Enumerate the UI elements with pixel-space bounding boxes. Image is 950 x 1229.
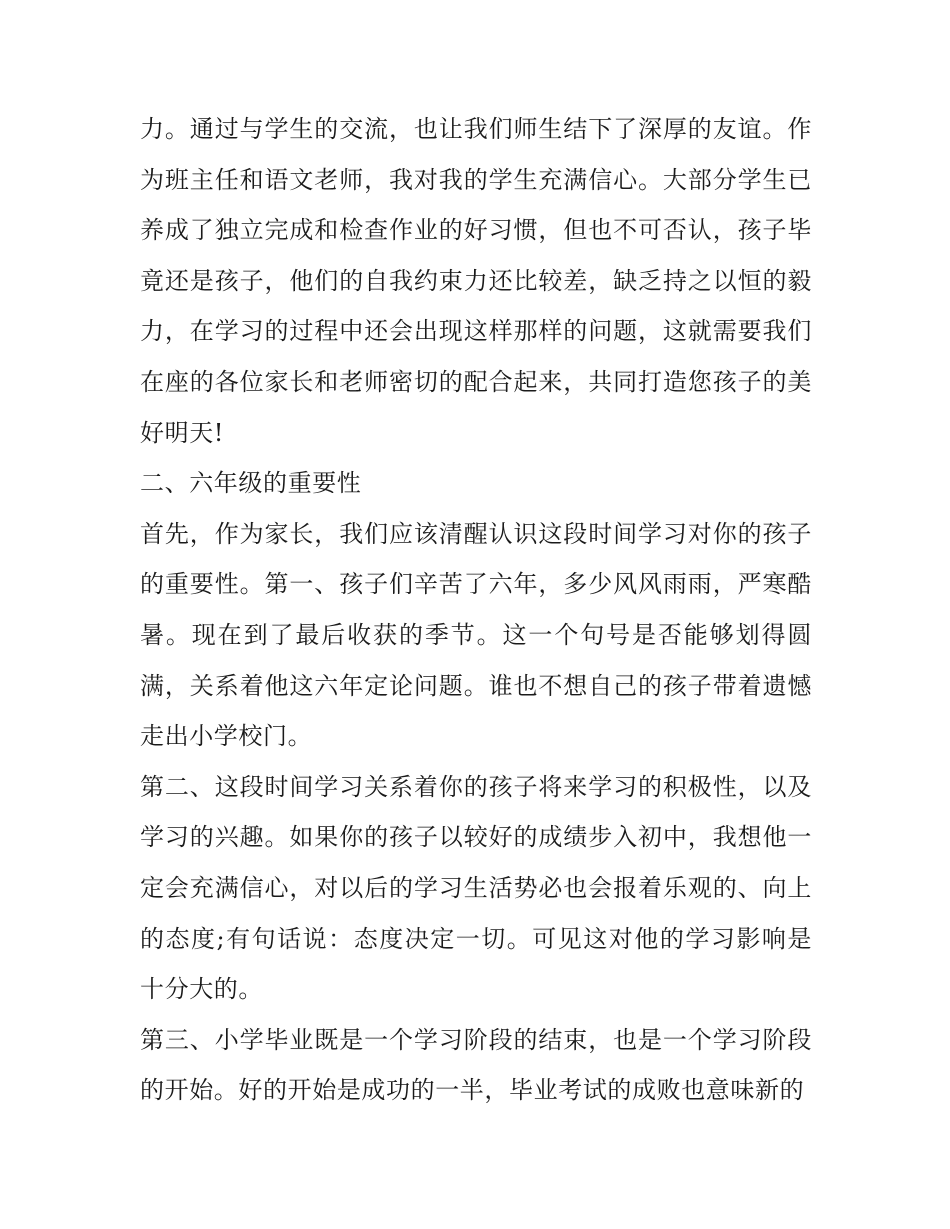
- paragraph-intro: 力。通过与学生的交流，也让我们师生结下了深厚的友谊。作为班主任和语文老师，我对我的学生充满信心。大部分学生已养成了独立完成和检查作业的好习惯，但也不可否认，孩子毕竟还是孩子，他们的自我约束力还比较差，缺乏持之以恒的毅力，在学习的过程中还会出现这样那样的问题，这就需要我们在座的各位家长和老师密切的配合起来，共同打造您孩子的美好明天!: [140, 115, 812, 447]
- paragraph-third: 第三、小学毕业既是一个学习阶段的结束，也是一个学习阶段的开始。好的开始是成功的一半，毕业考试的成败也意味新的: [140, 1025, 812, 1105]
- document-body: [140, 104, 812, 1116]
- section-heading: 二、六年级的重要性: [140, 469, 362, 498]
- paragraph-second: 第二、这段时间学习关系着你的孩子将来学习的积极性，以及学习的兴趣。如果你的孩子以较好的成绩步入初中，我想他一定会充满信心，对以后的学习生活势必也会报着乐观的、向上的态度;有句话说：态度决定一切。可见这对他的学习影响是十分大的。: [140, 772, 812, 1004]
- paragraph-first: 首先，作为家长，我们应该清醒认识这段时间学习对你的孩子的重要性。第一、孩子们辛苦了六年，多少风风雨雨，严寒酷暑。现在到了最后收获的季节。这一个句号是否能够划得圆满，关系着他这六年定论问题。谁也不想自己的孩子带着遗憾走出小学校门。: [140, 519, 812, 751]
